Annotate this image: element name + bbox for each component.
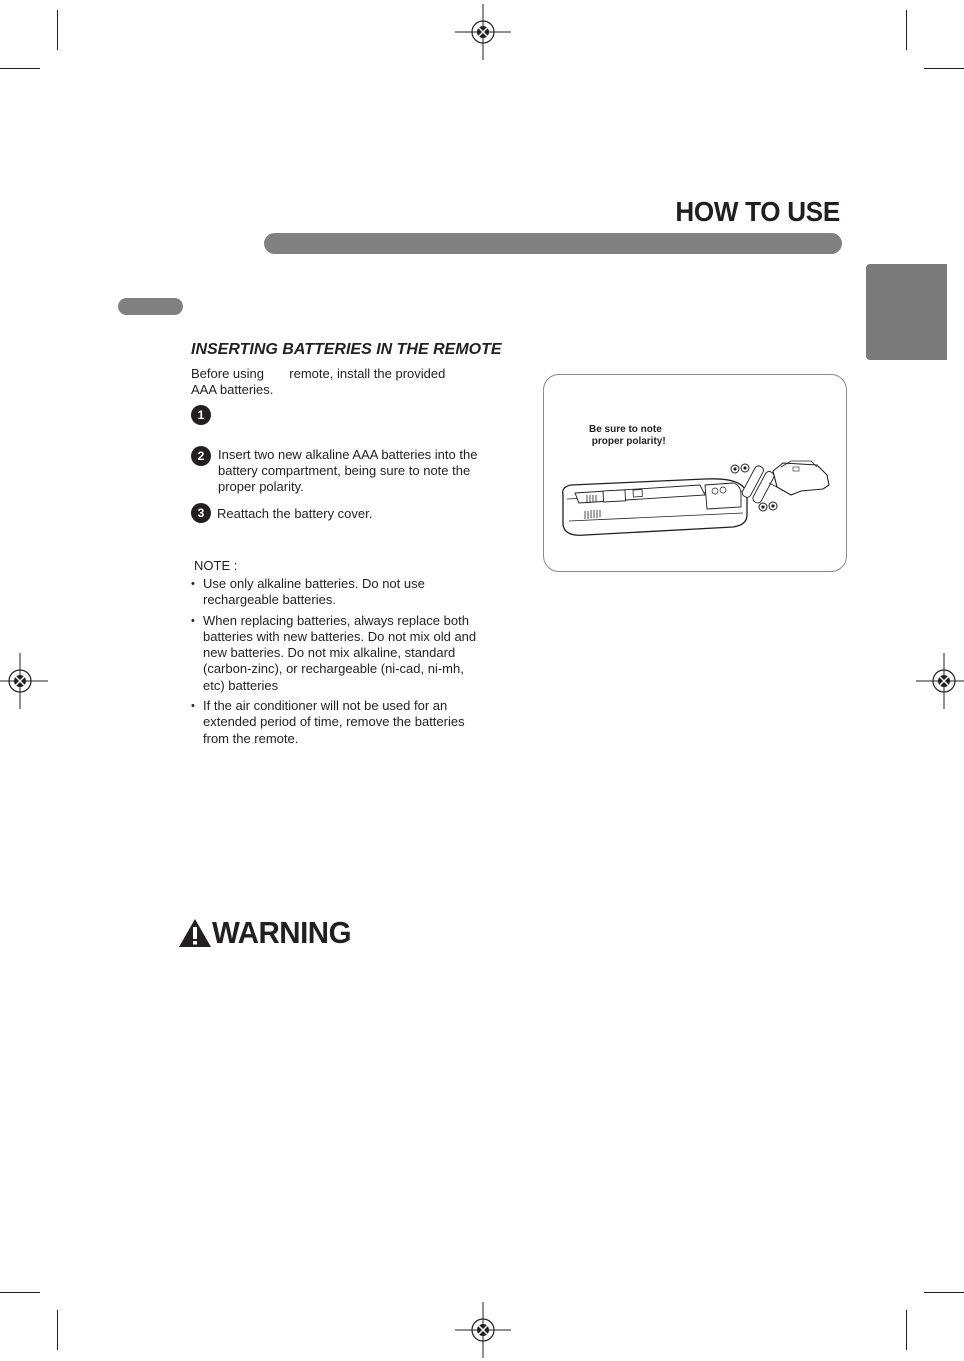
figure-caption-line-2: proper polarity! bbox=[589, 436, 666, 447]
figure-caption bbox=[589, 424, 666, 448]
intro-text bbox=[191, 366, 445, 398]
header-bar bbox=[264, 233, 842, 254]
section-heading: INSERTING BATTERIES IN THE REMOTE bbox=[191, 341, 502, 358]
crop-mark bbox=[924, 68, 964, 69]
crop-mark bbox=[0, 68, 40, 69]
intro-line-1: Before using remote, install the provided bbox=[191, 366, 446, 381]
crop-mark bbox=[0, 1292, 40, 1293]
step-2-text: Insert two new alkaline AAA batteries into the battery compartment, being sure to note the proper polarity. bbox=[218, 447, 478, 494]
remote-control-illustration bbox=[555, 455, 835, 545]
crop-mark bbox=[57, 10, 58, 50]
registration-mark-icon bbox=[455, 1302, 511, 1358]
intro-line-2: AAA batteries. bbox=[191, 382, 274, 397]
figure-caption-line-1: Be sure to note bbox=[589, 424, 662, 435]
warning-heading bbox=[178, 915, 358, 951]
registration-mark-icon bbox=[0, 653, 48, 709]
warning-label: WARNING bbox=[212, 915, 352, 950]
warning-triangle-icon bbox=[178, 918, 212, 948]
side-tab bbox=[866, 264, 947, 360]
crop-mark bbox=[906, 10, 907, 50]
note-list bbox=[191, 576, 491, 751]
step-3-number: 3 bbox=[191, 503, 211, 523]
step-2-number: 2 bbox=[191, 446, 211, 466]
note-item: • When replacing batteries, always replace both batteries with new batteries. Do not mix old and new batteries. Do not mix alkaline, standard (carbon-zinc), or rechargeable (ni-cad, ni-mh, etc) batteries bbox=[191, 613, 483, 694]
registration-mark-icon bbox=[455, 4, 511, 60]
crop-mark bbox=[57, 1310, 58, 1350]
note-label: NOTE : bbox=[194, 558, 238, 573]
registration-mark-icon bbox=[916, 653, 964, 709]
crop-mark bbox=[924, 1292, 964, 1293]
page-title: HOW TO USE bbox=[675, 196, 840, 227]
note-item: • If the air conditioner will not be used for an extended period of time, remove the batteries from the remote. bbox=[191, 698, 478, 747]
note-item: • Use only alkaline batteries. Do not use rechargeable batteries. bbox=[191, 576, 453, 609]
crop-mark bbox=[906, 1310, 907, 1350]
step-1-number: 1 bbox=[191, 405, 211, 425]
step-3-text: Reattach the battery cover. bbox=[217, 506, 373, 521]
section-pill bbox=[118, 298, 183, 315]
